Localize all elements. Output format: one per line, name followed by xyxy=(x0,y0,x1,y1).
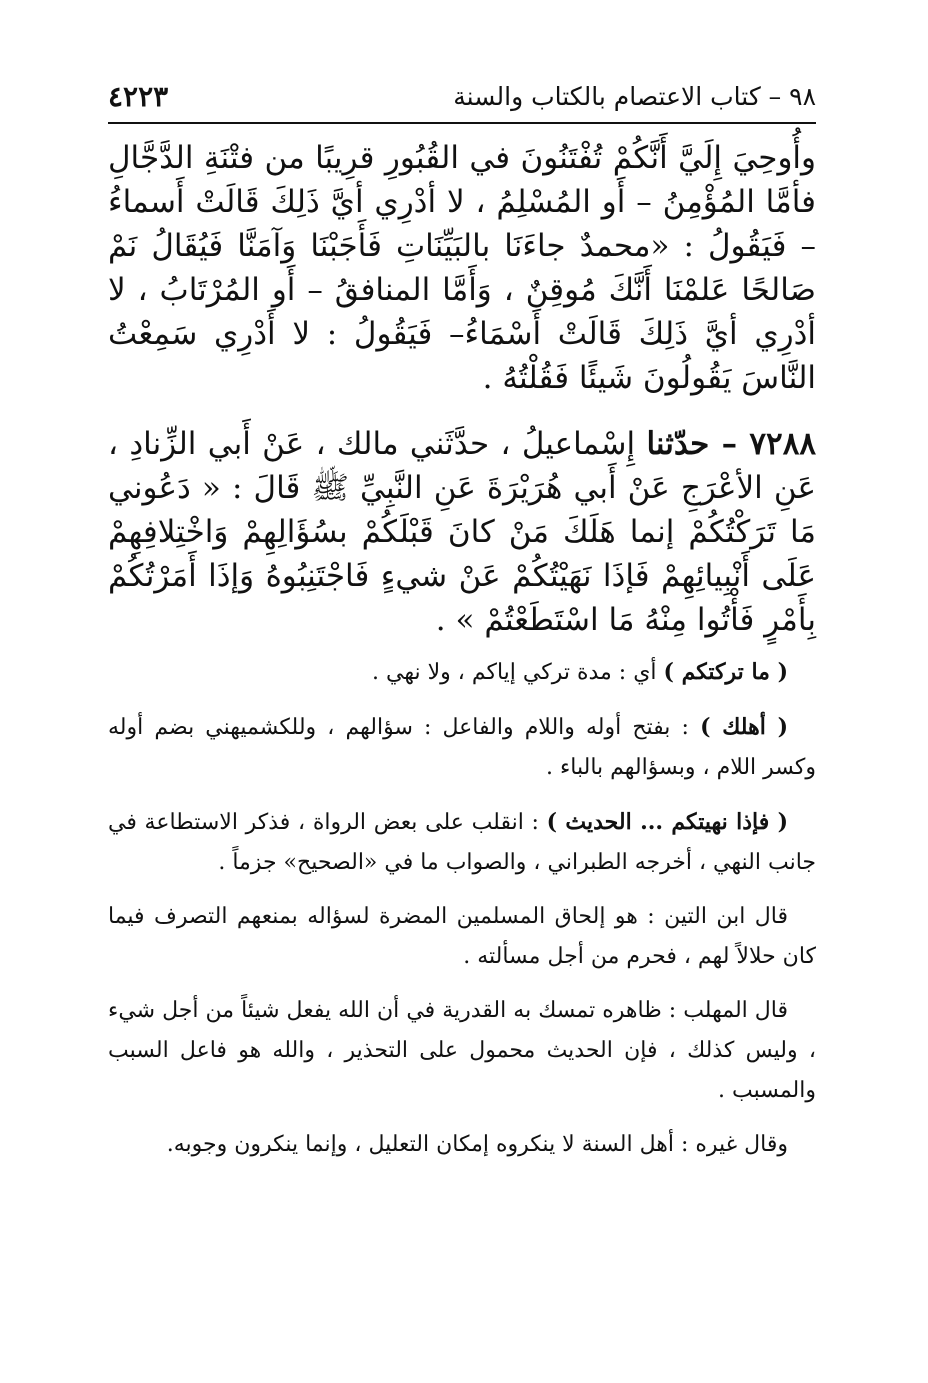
commentary-text: وقال غيره : أهل السنة لا ينكروه إمكان التعليل ، وإنما ينكرون وجوبه. xyxy=(166,1132,788,1157)
commentary-text: : انقلب على بعض الرواة ، فذكر الاستطاعة في جانب النهي ، أخرجه الطبراني ، والصواب ما في «الصحيح» جزماً . xyxy=(108,810,816,875)
hadith-number: ٧٢٨٨ – حدّثنا xyxy=(646,426,816,462)
commentary-paragraph xyxy=(108,991,816,1111)
commentary-paragraph xyxy=(108,802,816,883)
commentary-paragraph xyxy=(108,707,816,788)
commentary-paragraph xyxy=(108,1125,816,1165)
commentary-text: أي : مدة تركي إياكم ، ولا نهي . xyxy=(372,660,664,685)
hadith-continuation-text: وأُوحِيَ إِلَيَّ أَنَّكُمْ تُفْتَنُونَ في القُبُورِ قرِيبًا من فتْنَةِ الدَّجَّالِ فأمَّا المُؤْمِنُ – أَو المُسْلِمُ ، لا أدْرِي أيَّ ذَلِكَ قَالَتْ أَسماءُ – فَيَقُولُ : «محمدٌ جاءَنَا بالبَيِّنَاتِ فَأَجَبْنَا وَآمَنَّا فَيُقَالُ نَمْ صَالحًا عَلمْنَا أَنَّكَ مُوقِنٌ ، وَأَمَّا المنافقُ – أَو المُرْتَابُ ، لا أدْرِي أيَّ ذَلِكَ قَالَتْ أَسْمَاءُ– فَيَقُولُ : لا أَدْرِي سَمِعْتُ النَّاسَ يَقُولُونَ شَيئًا فَقُلْتُهُ . xyxy=(108,140,816,396)
running-header xyxy=(108,80,816,124)
commentary-lead: ( فإذا نهيتكم ... الحديث ) xyxy=(546,809,789,835)
chapter-title: ٩٨ – كتاب الاعتصام بالكتاب والسنة xyxy=(453,82,816,111)
hadith-7288-text: إِسْماعيلُ ، حدَّثَني مالك ، عَنْ أَبي الزِّنادِ ، عَنِ الأعْرَجِ عَنْ أَبي هُرَيْرَةَ عَنِ النَّبِيِّ ﷺ قَالَ : « دَعُوني مَا تَرَكْتُكُمْ إنما هَلَكَ مَنْ كانَ قَبْلَكُمْ بسُؤَالِهِمْ وَاخْتِلافِهِمْ عَلَى أَنْبِيائِهِمْ فَإذَا نَهَيْتُكُمْ عَنْ شيءٍ فَاجْتَنِبُوهُ وَإذَا أَمَرْتُكُمْ بِأَمْرٍ فَأْتُوا مِنْهُ مَا اسْتَطَعْتُمْ » . xyxy=(108,426,816,638)
commentary-text: قال ابن التين : هو إلحاق المسلمين المضرة لسؤاله بمنعهم التصرف فيما كان حلالاً لهم ، فحرم من أجل مسألته . xyxy=(108,904,816,969)
page-number: ٤٢٢٣ xyxy=(108,80,169,113)
commentary-paragraph xyxy=(108,652,816,693)
commentary-paragraph xyxy=(108,897,816,977)
commentary-lead: ( ما تركتكم ) xyxy=(663,659,788,685)
hadith-7288-paragraph xyxy=(108,422,816,642)
hadith-7288 xyxy=(108,422,816,642)
book-page xyxy=(108,80,816,1179)
commentary-lead: ( أهلك ) xyxy=(700,714,788,740)
commentary-text: قال المهلب : ظاهره تمسك به القدرية في أن الله يفعل شيئاً من أجل شيء ، وليس كذلك ، فإن الحديث محمول على التحذير ، والله هو فاعل السبب والمسبب . xyxy=(108,998,816,1103)
commentary-section xyxy=(108,652,816,1165)
commentary-text: : بفتح أوله واللام والفاعل : سؤالهم ، وللكشميهني بضم أوله وكسر اللام ، وبسؤالهم بالباء . xyxy=(108,715,816,780)
hadith-continuation xyxy=(108,136,816,400)
